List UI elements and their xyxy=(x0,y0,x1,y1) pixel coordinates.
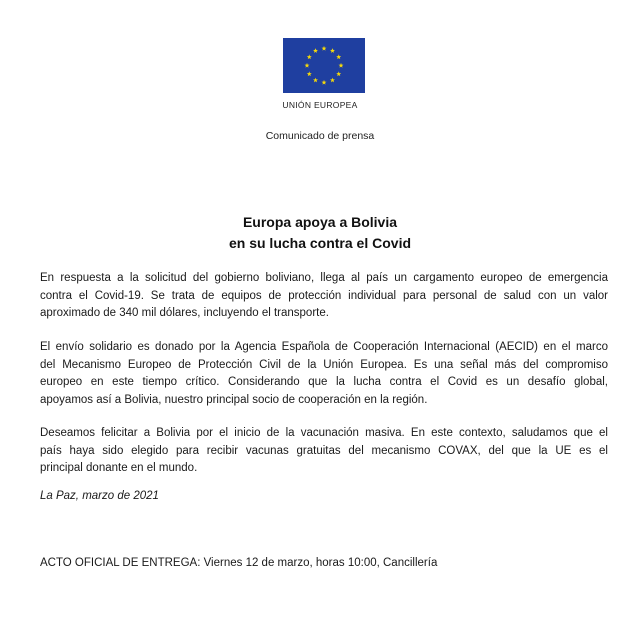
paragraph-line: apoyamos así a Bolivia, nuestro principal socio de cooperación en la región. xyxy=(40,393,428,406)
official-act-notice: ACTO OFICIAL DE ENTREGA: Viernes 12 de marzo, horas 10:00, Cancillería xyxy=(40,557,438,569)
paragraph-2 xyxy=(40,339,608,409)
title-line-2: en su lucha contra el Covid xyxy=(228,235,412,251)
press-release-title xyxy=(0,212,640,254)
paragraph-1 xyxy=(40,270,608,323)
paragraph-line: europeo en este tiempo crítico. Considerando que la lucha contra el Covid es un desafío global, xyxy=(40,376,608,388)
paragraph-line: Deseamos felicitar a Bolivia por el inicio de la vacunación masiva. En este contexto, saludamos que el xyxy=(40,427,608,439)
eu-flag-icon xyxy=(283,38,365,93)
organization-name: UNIÓN EUROPEA xyxy=(282,100,358,110)
title-line-1: Europa apoya a Bolivia xyxy=(242,214,398,230)
paragraph-line: aproximado de 340 mil dólares, incluyendo el transporte. xyxy=(40,307,329,319)
paragraph-line: país haya sido elegido para recibir vacunas gratuitas del mecanismo COVAX, del que la UE es el xyxy=(40,444,608,457)
paragraph-3 xyxy=(40,425,608,478)
paragraph-line: principal donante en el mundo. xyxy=(40,462,198,474)
paragraph-line: El envío solidario es donado por la Agencia Española de Cooperación Internacional (AECID) en el marco xyxy=(40,341,608,353)
paragraph-line: del Mecanismo Europeo de Protección Civil de la Unión Europea. Es una señal más del compromiso xyxy=(40,358,608,371)
paragraph-line: En respuesta a la solicitud del gobierno boliviano, llega al país un cargamento europeo de emergencia xyxy=(40,272,608,284)
place-and-date: La Paz, marzo de 2021 xyxy=(40,490,159,502)
paragraph-line: contra el Covid-19. Se trata de equipos de protección individual para personal de salud con un valor xyxy=(40,289,608,302)
document-type: Comunicado de prensa xyxy=(265,130,375,142)
